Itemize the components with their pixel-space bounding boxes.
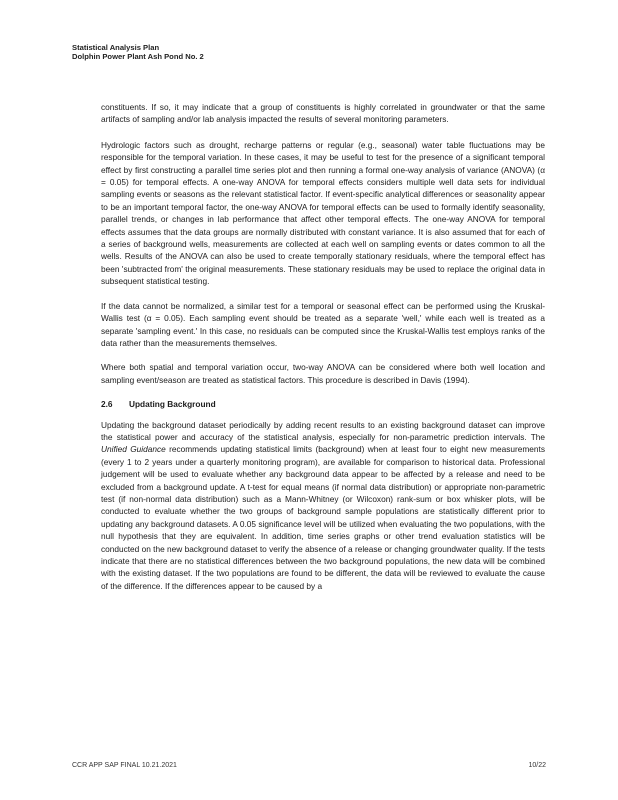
document-footer [72, 762, 546, 769]
section-number: 2.6 [101, 399, 113, 410]
page-number: 10/22 [528, 762, 546, 769]
section-title: Updating Background [129, 399, 216, 410]
document-body [101, 101, 545, 604]
header-subtitle: Dolphin Power Plant Ash Pond No. 2 [72, 52, 204, 61]
italic-term: Unified Guidance [101, 444, 166, 455]
paragraph-text: recommends updating statistical limits (background) when at least four to eight new measurements (every 1 to 2 years under a quarterly monitoring program), are available for comparison to historical data. Professional judgement will be used to evaluate whether any background data appear to be affected by a release and need to be excluded from a background update. A t-test for equal means (if normal data distribution) or appropriate non-parametric test (if non-normal data distribution) such as a Mann-Whitney (or Wilcoxon) rank-sum or box whisker plots, will be conducted to evaluate whether the two groups of background sample populations are statistically different prior to updating any background datasets. A 0.05 significance level will be utilized when evaluating the two populations, with the null hypothesis that they are equivalent. In addition, time series graphs or other trend evaluation statistics will be conducted on the new background dataset to verify the absence of a release or changing groundwater quality. If the tests indicate that there are no statistical differences between the two background populations, the new data will be combined with the existing dataset. If the two populations are found to be different, the data will be reviewed to evaluate the cause of the difference. If the differences appear to be caused by a [101, 444, 545, 591]
document-header [72, 43, 204, 61]
paragraph-text: Updating the background dataset periodically by adding recent results to an existing background dataset can improve the statistical power and accuracy of the statistical analysis, especially for non-parametric prediction intervals. The [101, 419, 545, 442]
section-heading [101, 398, 545, 410]
paragraph: Where both spatial and temporal variation occur, two-way ANOVA can be considered where both well location and sampling event/season are treated as statistical factors. This procedure is described in Davis (1994). [101, 362, 545, 385]
paragraph: If the data cannot be normalized, a similar test for a temporal or seasonal effect can be performed using the Kruskal-Wallis test (α = 0.05). Each sampling event should be treated as a separate 'well,' while each well is treated as a separate 'sampling event.' In this case, no residuals can be computed since the Kruskal-Wallis test employs ranks of the data rather than the measurements themselves. [101, 300, 545, 348]
paragraph: constituents. If so, it may indicate that a group of constituents is highly correlated in groundwater or that the same artifacts of sampling and/or lab analysis impacted the results of several monitoring parameters. [101, 102, 545, 125]
header-title: Statistical Analysis Plan [72, 43, 160, 52]
paragraph [101, 419, 545, 593]
footer-doc-id: CCR APP SAP FINAL 10.21.2021 [72, 762, 177, 769]
paragraph: Hydrologic factors such as drought, recharge patterns or regular (e.g., seasonal) water table fluctuations may be responsible for the temporal variation. In these cases, it may be useful to test for the presence of a significant temporal effect by first constructing a parallel time series plot and then running a formal one-way analysis of variance (ANOVA) (α = 0.05) for temporal effects. A one-way ANOVA for temporal effects considers multiple well data sets for individual sampling events or seasons as the relevant statistical factor. If event-specific analytical differences or seasonality appear to be an important temporal factor, the one-way ANOVA for temporal effects can be used to formally identify seasonality, parallel trends, or changes in lab performance that affect other temporal effects. The one-way ANOVA for temporal effects assumes that the data groups are normally distributed with constant variance. It is also assumed that for each of a series of background wells, measurements are collected at each well on sampling events or dates common to all the wells. Results of the ANOVA can also be used to create temporally stationary residuals, where the temporal effect has been 'subtracted from' the original measurements. These stationary residuals may be used to replace the original data in subsequent statistical testing. [101, 139, 545, 287]
